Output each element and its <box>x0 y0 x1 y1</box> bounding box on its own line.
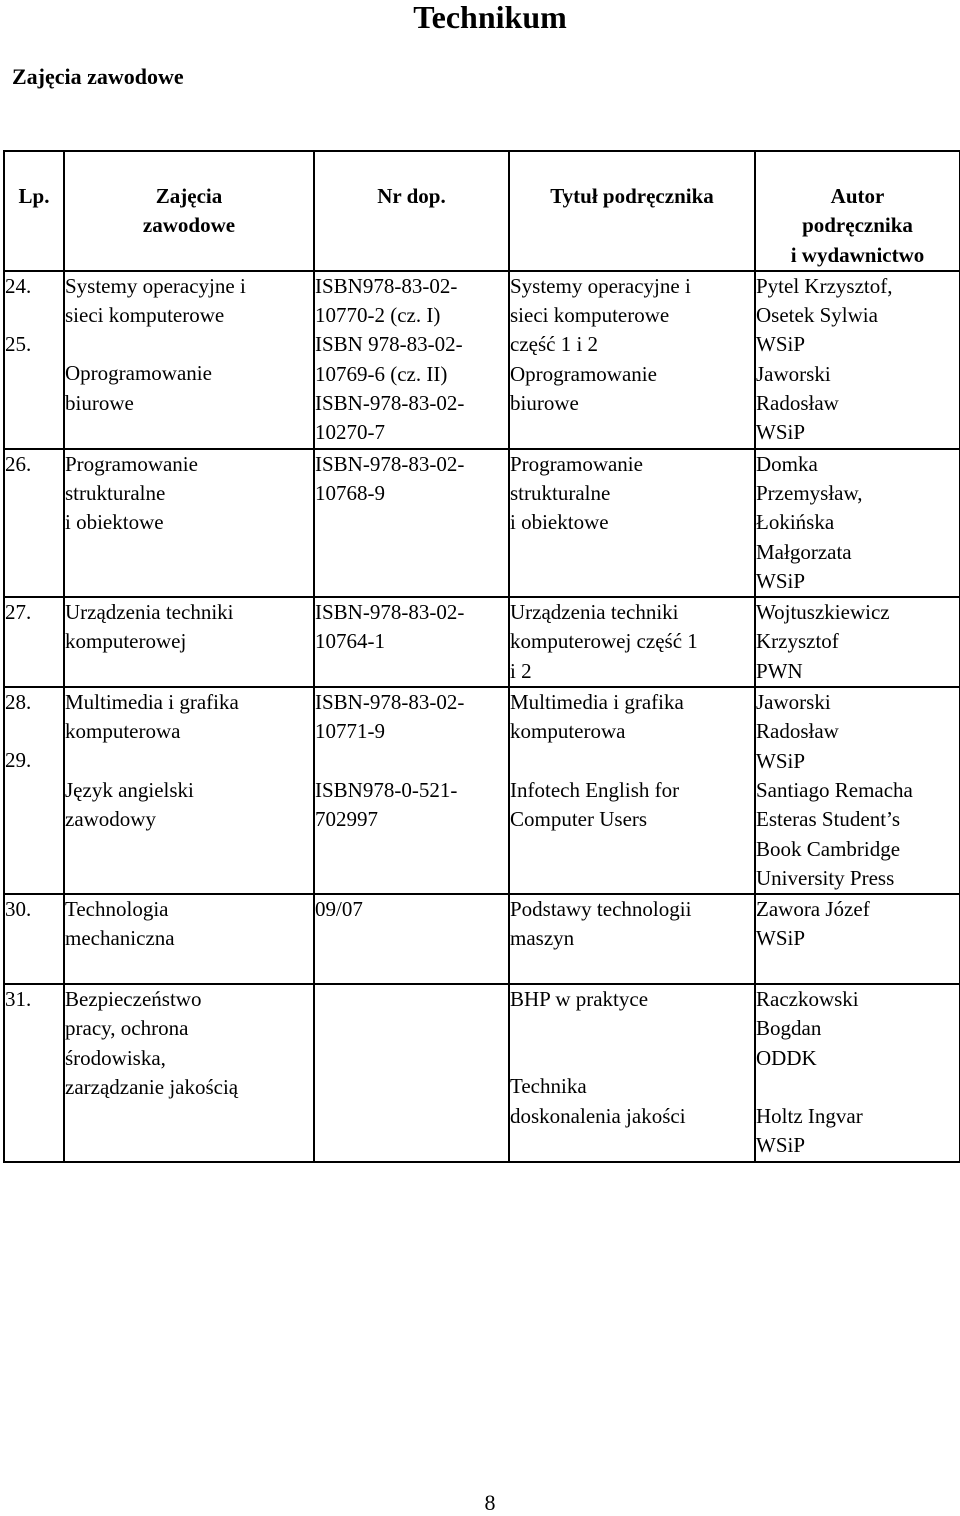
approval-no-cell <box>314 271 509 449</box>
subject-value: Bezpieczeństwo pracy, ochrona środowiska, zarządzanie jakością <box>65 987 239 1100</box>
book-title-value: Programowanie strukturalne i obiektowe <box>510 451 643 535</box>
author-cell <box>755 984 960 1161</box>
author-cell <box>755 894 960 984</box>
book-title-cell <box>509 687 755 894</box>
table-row <box>4 271 960 449</box>
author-value: Jaworski Radosław WSiP <box>756 690 839 773</box>
subject-value: Programowanie strukturalne i obiektowe <box>65 451 198 535</box>
lp-cell <box>4 687 64 894</box>
approval-no-value: ISBN-978-83-02- 10764-1 <box>315 600 465 654</box>
author-value: Pytel Krzysztof, Osetek Sylwia WSiP <box>756 273 893 357</box>
book-title-value: Urządzenia techniki komputerowej część 1 i 2 <box>510 600 698 683</box>
table-row <box>4 687 960 894</box>
author-cell <box>755 449 960 597</box>
header-lp: Lp. <box>4 151 64 271</box>
approval-no-cell <box>314 449 509 597</box>
lp-cell <box>4 894 64 984</box>
author-value: Santiago Remacha Esteras Student’s Book Cambridge University Press <box>756 777 913 890</box>
book-title-cell <box>509 984 755 1161</box>
author-value: Wojtuszkiewicz Krzysztof PWN <box>756 600 890 683</box>
lp-value: 30. <box>5 897 32 922</box>
approval-no-cell <box>314 687 509 894</box>
header-book-title: Tytuł podręcznika <box>509 151 755 271</box>
lp-cell <box>4 271 64 449</box>
approval-no-value: ISBN-978-83-02- 10270-7 <box>315 391 465 445</box>
book-title-value: BHP w praktyce <box>510 987 649 1012</box>
approval-no-value: ISBN-978-83-02- 10771-9 <box>315 690 465 744</box>
table-header-row <box>4 151 960 271</box>
table-row <box>4 597 960 687</box>
lp-value: 25. <box>5 332 32 357</box>
approval-no-value: ISBN-978-83-02- 10768-9 <box>315 451 465 505</box>
author-cell <box>755 271 960 449</box>
textbook-table <box>3 150 960 1163</box>
author-value: Holtz Ingvar WSiP <box>756 1104 863 1158</box>
book-title-cell <box>509 449 755 597</box>
header-approval-no: Nr dop. <box>314 151 509 271</box>
subject-value: Technologia mechaniczna <box>65 897 175 951</box>
lp-value: 26. <box>5 451 32 476</box>
approval-no-value: 09/07 <box>315 897 363 922</box>
approval-no-cell <box>314 597 509 687</box>
header-subject: Zajęcia zawodowe <box>64 151 314 271</box>
subject-cell <box>64 271 314 449</box>
lp-cell <box>4 984 64 1161</box>
book-title-value: Infotech English for Computer Users <box>510 777 680 831</box>
subject-cell <box>64 449 314 597</box>
author-value: Zawora Józef WSiP <box>756 897 870 951</box>
approval-no-cell <box>314 894 509 984</box>
book-title-value: Multimedia i grafika komputerowa <box>510 690 684 744</box>
lp-value: 24. <box>5 273 32 298</box>
subject-value: Urządzenia techniki komputerowej <box>65 600 234 654</box>
book-title-cell <box>509 271 755 449</box>
subject-value: Multimedia i grafika komputerowa <box>65 690 239 744</box>
author-cell <box>755 597 960 687</box>
book-title-cell <box>509 597 755 687</box>
lp-value: 31. <box>5 987 32 1012</box>
table-row <box>4 449 960 597</box>
book-title-value: Oprogramowanie biurowe <box>510 361 657 416</box>
lp-value: 29. <box>5 748 32 773</box>
table-row <box>4 984 960 1161</box>
author-value: Domka Przemysław, Łokińska Małgorzata WSiP <box>756 451 863 593</box>
subject-value: Oprogramowanie biurowe <box>65 361 212 415</box>
lp-cell <box>4 449 64 597</box>
table-row <box>4 894 960 984</box>
lp-cell <box>4 597 64 687</box>
subject-cell <box>64 894 314 984</box>
author-cell <box>755 687 960 894</box>
approval-no-value: ISBN978-0-521- 702997 <box>315 777 458 831</box>
subject-cell <box>64 687 314 894</box>
lp-value: 27. <box>5 600 32 625</box>
book-title-cell <box>509 894 755 984</box>
author-value: Raczkowski Bogdan ODDK <box>756 987 859 1070</box>
subject-value: Systemy operacyjne i sieci komputerowe <box>65 273 246 328</box>
book-title-value: Podstawy technologii maszyn <box>510 897 692 951</box>
subject-cell <box>64 597 314 687</box>
book-title-value: Systemy operacyjne i sieci komputerowe część 1 i 2 <box>510 273 691 357</box>
section-subtitle: Zajęcia zawodowe <box>12 64 184 89</box>
header-author: Autor podręcznika i wydawnictwo <box>755 151 960 271</box>
approval-no-cell <box>314 984 509 1161</box>
lp-value: 28. <box>5 690 32 715</box>
book-title-value: Technika doskonalenia jakości <box>510 1074 686 1128</box>
page-number: 8 <box>484 1490 496 1515</box>
subject-cell <box>64 984 314 1161</box>
author-value: Jaworski Radosław WSiP <box>756 361 839 445</box>
subject-value: Język angielski zawodowy <box>65 777 194 831</box>
approval-no-value: ISBN978-83-02- 10770-2 (cz. I) ISBN 978-83-02- 10769-6 (cz. II) <box>315 273 463 386</box>
page-title: Technikum <box>413 0 567 35</box>
